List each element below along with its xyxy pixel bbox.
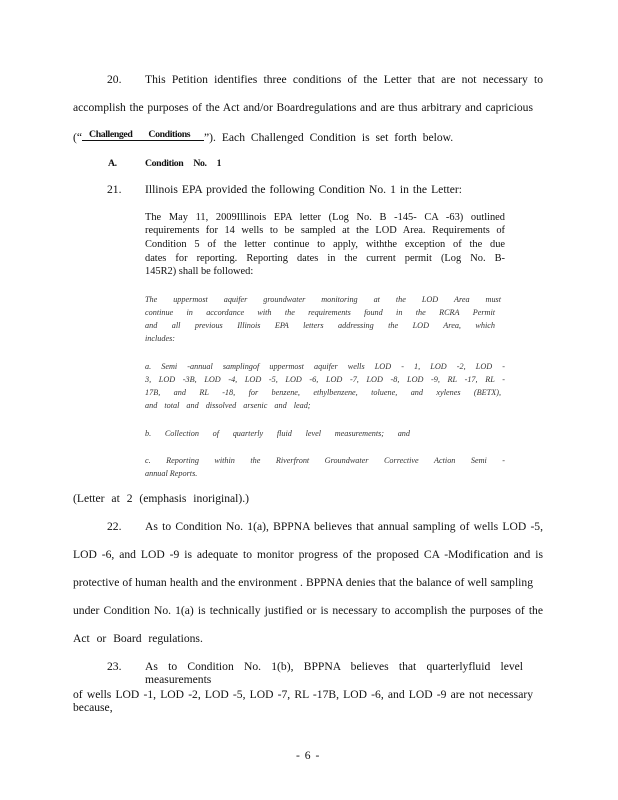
- condition-line: The May 11, 2009Illinois EPA letter (Log No. B -145- CA -63) outlined: [145, 212, 505, 223]
- paragraph-number: 20.: [107, 73, 122, 86]
- quote-list-item-a: a. Semi -annual samplingof uppermost aquifer wells LOD - 1, LOD -2, LOD -: [145, 362, 505, 371]
- quote-line: continue in accordance with the requirements found in the RCRA Permit: [145, 308, 495, 317]
- paragraph-text-line: under Condition No. 1(a) is technically justified or is necessary to accomplish the purposes of the: [73, 604, 543, 617]
- paragraph-number: 21.: [107, 183, 122, 196]
- paragraph-text-line: As to Condition No. 1(b), BPPNA believes that quarterlyfluid level measurements: [145, 660, 523, 686]
- paragraph-text-line: As to Condition No. 1(a), BPPNA believes that annual sampling of wells LOD -5,: [145, 520, 543, 533]
- paragraph-text-line: of wells LOD -1, LOD -2, LOD -5, LOD -7, RL -17B, LOD -6, and LOD -9 are not necessary because,: [73, 688, 533, 714]
- quote-list-item-a: 3, LOD -3B, LOD -4, LOD -5, LOD -6, LOD -7, LOD -8, LOD -9, RL -17, RL -: [145, 375, 505, 384]
- quote-list-item-c: c. Reporting within the Riverfront Groundwater Corrective Action Semi -: [145, 456, 505, 465]
- condition-line: 145R2) shall be followed:: [145, 266, 254, 277]
- paragraph-text-line: Illinois EPA provided the following Condition No. 1 in the Letter:: [145, 183, 462, 196]
- section-heading: Condition No. 1: [145, 158, 222, 169]
- quote-list-item-c: annual Reports.: [145, 469, 198, 478]
- condition-line: Condition 5 of the letter continue to apply, withthe exception of the due: [145, 239, 505, 250]
- quote-line: and all previous Illinois EPA letters addressing the LOD Area, which: [145, 321, 495, 330]
- paragraph-text-line: This Petition identifies three conditions of the Letter that are not necessary to: [145, 73, 543, 86]
- paragraph-text-line: accomplish the purposes of the Act and/or Boardregulations and are thus arbitrary and capricious: [73, 101, 533, 114]
- paragraph-text-line: LOD -6, and LOD -9 is adequate to monitor progress of the proposed CA -Modification and is: [73, 548, 543, 561]
- paragraph-number: 23.: [107, 660, 122, 673]
- condition-line: dates for reporting. Reporting dates in the current permit (Log No. B-: [145, 253, 505, 264]
- section-letter: A.: [108, 158, 117, 169]
- open-quote: (“: [73, 131, 83, 144]
- paragraph-text-line: [73, 129, 543, 144]
- defined-term-underline: [82, 129, 204, 141]
- quote-list-item-a: and total and dissolved arsenic and lead;: [145, 401, 311, 410]
- citation: (Letter at 2 (emphasis inoriginal).): [73, 492, 250, 505]
- defined-term: Challenged Conditions: [89, 129, 191, 140]
- close-quote-text: ”). Each Challenged Condition is set forth below.: [204, 131, 454, 144]
- quote-line: The uppermost aquifer groundwater monitoring at the LOD Area must: [145, 295, 501, 304]
- paragraph-number: 22.: [107, 520, 122, 533]
- quote-line: includes:: [145, 334, 176, 343]
- paragraph-text-line: protective of human health and the environment . BPPNA denies that the balance of well sampling: [73, 576, 533, 589]
- quote-list-item-b: b. Collection of quarterly fluid level measurements; and: [145, 429, 410, 438]
- quote-list-item-a: 17B, and RL -18, for benzene, ethylbenzene, toluene, and xylenes (BETX),: [145, 388, 501, 397]
- page-number: - 6 -: [296, 749, 320, 762]
- paragraph-text-line: Act or Board regulations.: [73, 632, 203, 645]
- condition-line: requirements for 14 wells to be sampled at the LOD Area. Requirements of: [145, 225, 505, 236]
